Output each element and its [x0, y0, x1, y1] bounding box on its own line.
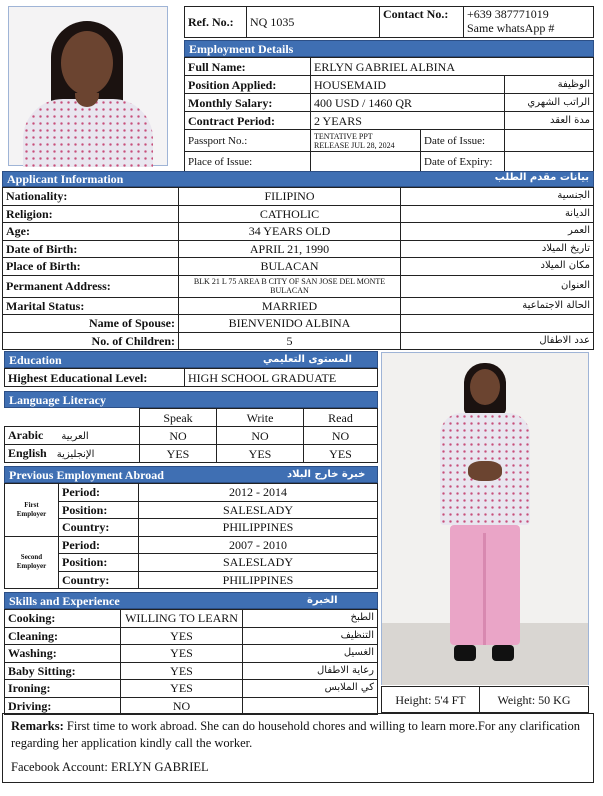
skills-header — [4, 592, 378, 609]
applicant-info-title-ar: بيانات مقدم الطلب — [494, 172, 589, 183]
read-header: Read — [304, 409, 378, 427]
driving-value: NO — [121, 697, 243, 715]
first-position-value: SALESLADY — [139, 501, 378, 519]
passport-value: TENTATIVE PPT RELEASE JUL 28, 2024 — [311, 130, 421, 152]
second-period-value: 2007 - 2010 — [139, 536, 378, 554]
ref-value: NQ 1035 — [247, 7, 380, 38]
children-ar: عدد الاطفال — [401, 332, 594, 350]
pob-value: BULACAN — [179, 258, 401, 276]
english-read: YES — [304, 445, 378, 463]
applicant-info-title: Applicant Information — [7, 172, 124, 186]
cleaning-label: Cleaning: — [5, 627, 121, 645]
age-label: Age: — [3, 223, 179, 241]
full-name-label: Full Name: — [185, 58, 311, 76]
arabic-speak: NO — [140, 427, 217, 445]
arabic-write: NO — [217, 427, 304, 445]
language-corner — [5, 409, 140, 427]
children-label: No. of Children: — [3, 332, 179, 350]
salary-ar: الراتب الشهري — [505, 94, 594, 112]
arabic-label: Arabic — [8, 427, 44, 442]
first-country-value: PHILIPPINES — [139, 519, 378, 537]
driving-label: Driving: — [5, 697, 121, 715]
facebook-account: Facebook Account: ERLYN GABRIEL — [11, 760, 209, 774]
second-position-value: SALESLADY — [139, 554, 378, 572]
religion-ar: الديانة — [401, 205, 594, 223]
previous-employment-header — [4, 466, 378, 483]
spouse-ar — [401, 315, 594, 333]
education-table — [4, 368, 378, 387]
date-issue-label: Date of Issue: — [421, 130, 505, 152]
washing-ar: الغسيل — [243, 645, 378, 663]
babysitting-value: YES — [121, 662, 243, 680]
applicant-info-table — [2, 187, 594, 350]
employment-details-table — [184, 57, 594, 172]
arabic-read: NO — [304, 427, 378, 445]
address-label: Permanent Address: — [3, 275, 179, 297]
full-name-value: ERLYN GABRIEL ALBINA — [311, 58, 594, 76]
first-country-label: Country: — [59, 519, 139, 537]
dob-label: Date of Birth: — [3, 240, 179, 258]
english-write: YES — [217, 445, 304, 463]
marital-value: MARRIED — [179, 297, 401, 315]
education-level-label: Highest Educational Level: — [5, 369, 185, 387]
english-label-cell — [5, 445, 140, 463]
second-position-label: Position: — [59, 554, 139, 572]
nationality-label: Nationality: — [3, 188, 179, 206]
education-header — [4, 351, 378, 368]
dob-ar: تاريخ الميلاد — [401, 240, 594, 258]
arabic-ar: العربية — [61, 430, 89, 442]
place-issue-value — [311, 152, 421, 172]
speak-header: Speak — [140, 409, 217, 427]
height-value: Height: 5'4 FT — [382, 687, 480, 713]
address-value: BLK 21 L 75 AREA B CITY OF SAN JOSE DEL MONTE BULACAN — [179, 275, 401, 297]
position-value: HOUSEMAID — [311, 76, 505, 94]
contact-label: Contact No.: — [380, 7, 464, 38]
write-header: Write — [217, 409, 304, 427]
passport-label: Passport No.: — [185, 130, 311, 152]
remarks-label: Remarks: — [11, 719, 64, 733]
education-title-ar: المستوى التعليمي — [263, 354, 352, 365]
weight-value: Weight: 50 KG — [480, 687, 589, 713]
language-table — [4, 408, 378, 463]
position-ar: الوظيفة — [505, 76, 594, 94]
cooking-ar: الطبخ — [243, 610, 378, 628]
first-period-label: Period: — [59, 484, 139, 502]
cooking-label: Cooking: — [5, 610, 121, 628]
ironing-label: Ironing: — [5, 680, 121, 698]
date-expiry-label: Date of Expiry: — [421, 152, 505, 172]
arabic-label-cell — [5, 427, 140, 445]
children-value: 5 — [179, 332, 401, 350]
salary-value: 400 USD / 1460 QR — [311, 94, 505, 112]
portrait-photo — [8, 6, 168, 166]
babysitting-label: Baby Sitting: — [5, 662, 121, 680]
skills-title-ar: الخبرة — [307, 595, 338, 606]
ironing-value: YES — [121, 680, 243, 698]
position-label: Position Applied: — [185, 76, 311, 94]
second-country-value: PHILIPPINES — [139, 571, 378, 589]
skills-title: Skills and Experience — [9, 594, 120, 608]
cleaning-ar: التنظيف — [243, 627, 378, 645]
english-ar: الإنجليزية — [56, 448, 95, 460]
measurements-table — [381, 686, 589, 713]
contract-label: Contract Period: — [185, 112, 311, 130]
pob-label: Place of Birth: — [3, 258, 179, 276]
nationality-value: FILIPINO — [179, 188, 401, 206]
washing-value: YES — [121, 645, 243, 663]
spouse-value: BIENVENIDO ALBINA — [179, 315, 401, 333]
ref-contact-table — [184, 6, 594, 38]
skills-table — [4, 609, 378, 715]
previous-employment-title-ar: خبرة خارج البلاد — [287, 469, 366, 480]
salary-label: Monthly Salary: — [185, 94, 311, 112]
cooking-value: WILLING TO LEARN — [121, 610, 243, 628]
previous-employment-table — [4, 483, 378, 589]
dob-value: APRIL 21, 1990 — [179, 240, 401, 258]
remarks-text: First time to work abroad. She can do household chores and willing to learn more.For any clarification regarding her application kindly call the worker. — [11, 719, 580, 750]
spouse-label: Name of Spouse: — [3, 315, 179, 333]
religion-label: Religion: — [3, 205, 179, 223]
first-period-value: 2012 - 2014 — [139, 484, 378, 502]
age-ar: العمر — [401, 223, 594, 241]
washing-label: Washing: — [5, 645, 121, 663]
contract-ar: مدة العقد — [505, 112, 594, 130]
ref-label: Ref. No.: — [185, 7, 247, 38]
contract-value: 2 YEARS — [311, 112, 505, 130]
applicant-info-header — [2, 171, 594, 187]
education-level-value: HIGH SCHOOL GRADUATE — [185, 369, 378, 387]
ironing-ar: كي الملابس — [243, 680, 378, 698]
second-country-label: Country: — [59, 571, 139, 589]
address-ar: العنوان — [401, 275, 594, 297]
date-issue-value — [505, 130, 594, 152]
english-label: English — [8, 445, 47, 460]
religion-value: CATHOLIC — [179, 205, 401, 223]
previous-employment-title: Previous Employment Abroad — [9, 468, 164, 482]
employment-details-header: Employment Details — [184, 40, 594, 57]
date-expiry-value — [505, 152, 594, 172]
babysitting-ar: رعاية الاطفال — [243, 662, 378, 680]
marital-ar: الحالة الاجتماعية — [401, 297, 594, 315]
contact-value: +639 387771019 Same whatsApp # — [464, 7, 594, 38]
second-period-label: Period: — [59, 536, 139, 554]
english-speak: YES — [140, 445, 217, 463]
marital-label: Marital Status: — [3, 297, 179, 315]
remarks-box — [2, 713, 594, 783]
education-title: Education — [9, 353, 62, 367]
pob-ar: مكان الميلاد — [401, 258, 594, 276]
place-issue-label: Place of Issue: — [185, 152, 311, 172]
first-position-label: Position: — [59, 501, 139, 519]
first-employer-label: First Employer — [5, 484, 59, 537]
language-header: Language Literacy — [4, 391, 378, 408]
nationality-ar: الجنسية — [401, 188, 594, 206]
age-value: 34 YEARS OLD — [179, 223, 401, 241]
full-body-photo — [381, 352, 589, 685]
driving-ar — [243, 697, 378, 715]
second-employer-label: Second Employer — [5, 536, 59, 589]
cleaning-value: YES — [121, 627, 243, 645]
